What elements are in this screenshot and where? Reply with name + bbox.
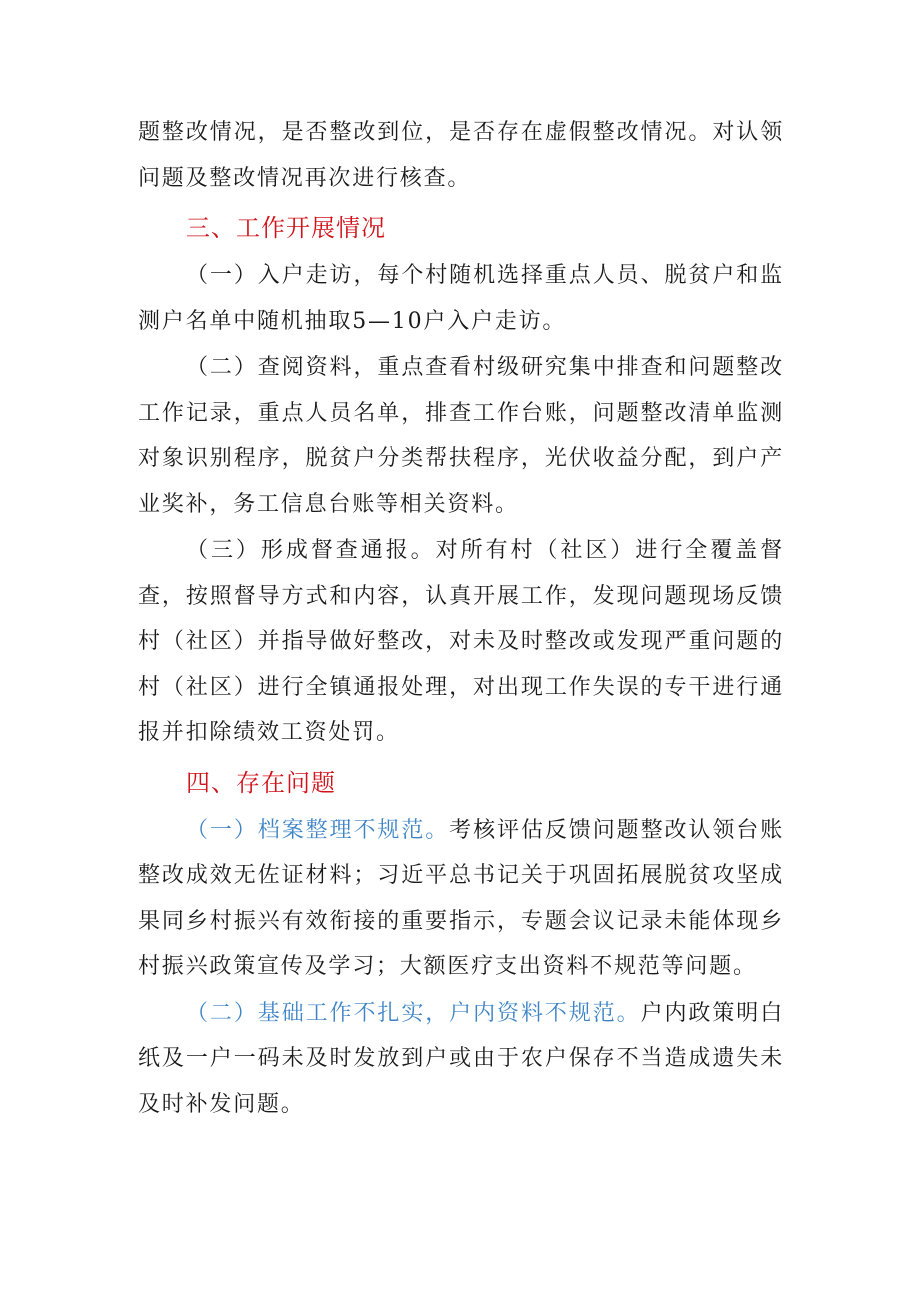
paragraph-archive-issues: [138, 808, 784, 990]
document-page: [138, 110, 784, 1127]
paragraph-inspection-report: （三）形成督查通报。对所有村（社区）进行全覆盖督查，按照督导方式和内容，认真开展工作，发现问题现场反馈村（社区）并指导做好整改，对未及时整改或发现严重问题的村（社区）进行全镇通报处理，对出现工作失误的专干进行通报并扣除绩效工资处罚。: [138, 538, 784, 745]
paragraph-archive-body: 考核评估反馈问题整改认领台账整改成效无佐证材料；习近平总书记关于巩固拓展脱贫攻坚成果同乡村振兴有效衔接的重要指示，专题会议记录未能体现乡村振兴政策宣传及学习；大额医疗支出资料不规范等问题。: [138, 817, 784, 979]
paragraph-review-materials: （二）查阅资料，重点查看村级研究集中排查和问题整改工作记录，重点人员名单，排查工作台账，问题整改清单监测对象识别程序，脱贫户分类帮扶程序，光伏收益分配，到户产业奖补，务工信息台账等相关资料。: [138, 355, 784, 517]
paragraph-basic-work-body: 户内政策明白纸及一户一码未及时发放到户或由于农户保存不当造成遗失未及时补发问题。: [138, 1000, 785, 1117]
paragraph-continued: 题整改情况，是否整改到位，是否存在虚假整改情况。对认领问题及整改情况再次进行核查。: [138, 120, 784, 191]
subheading-archive: （一）档案整理不规范。: [186, 817, 450, 843]
paragraph-visits: （一）入户走访，每个村随机选择重点人员、脱贫户和监测户名单中随机抽取5—10户入户走访。: [138, 263, 784, 334]
paragraph-basic-work-issues: [138, 991, 784, 1128]
subheading-basic-work: （二）基础工作不扎实，户内资料不规范。: [186, 1000, 641, 1026]
section-heading-4: 四、存在问题: [186, 768, 336, 797]
section-heading-3: 三、工作开展情况: [186, 214, 386, 242]
